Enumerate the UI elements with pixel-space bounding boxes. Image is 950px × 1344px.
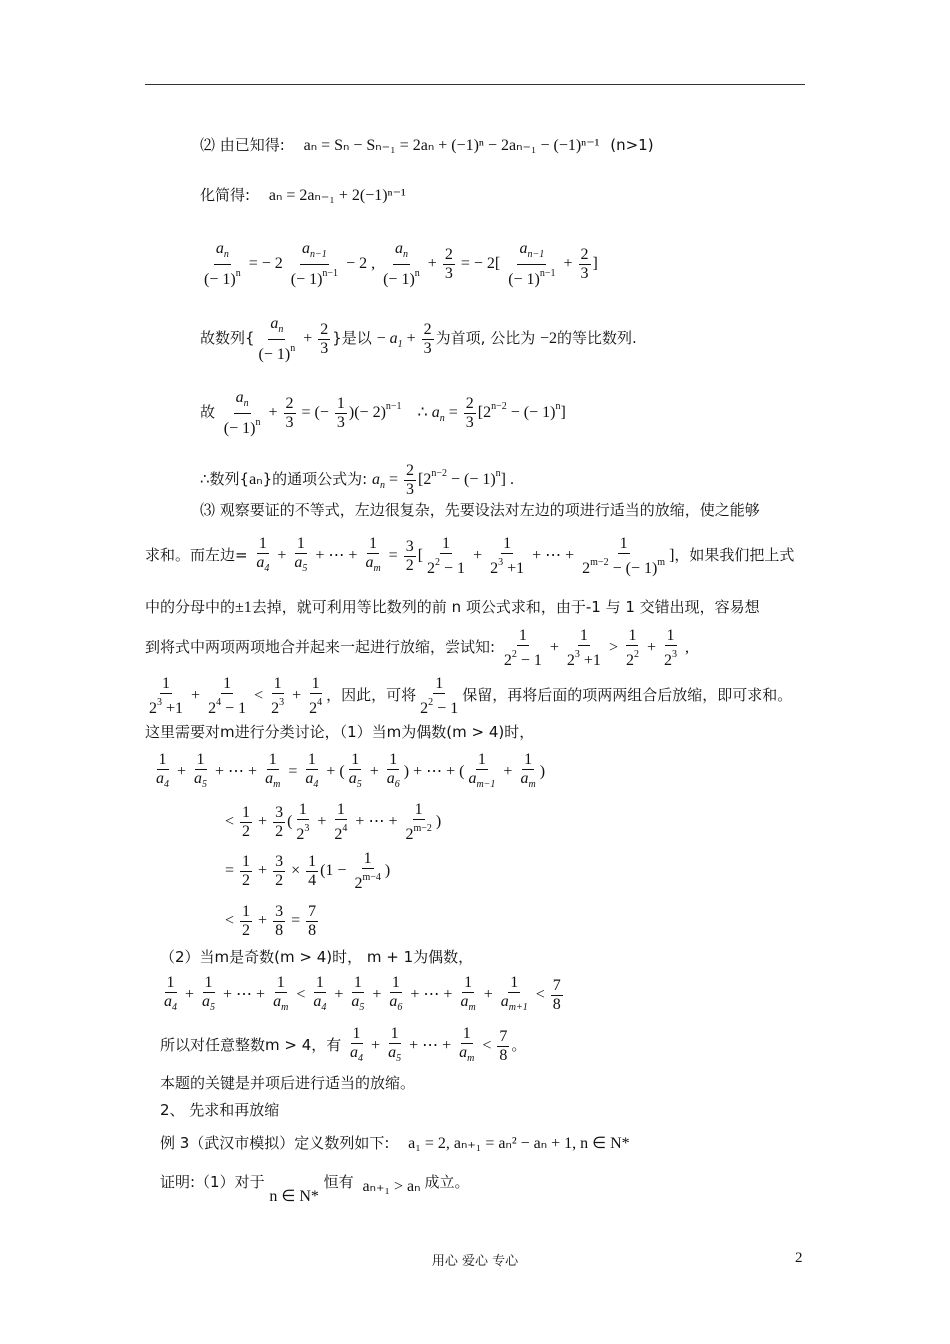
case-1-bound-2: = $\frac{1}{2}$ + $\frac{3}{2}$ × $\frac{1}{4}$ (1 − $\frac{1}{2^{m-4}}$ ) <box>225 849 391 892</box>
line9-post: 去掉，就可利用等比数列的前 n 项公式求和，由于-1 与 1 交错出现，容易想 <box>251 598 760 616</box>
proof-mid: 恒有 <box>323 1173 354 1191</box>
example3-pre: 例 3（武汉市模拟）定义数列如下: <box>160 1134 390 1152</box>
line4-mid: }是以 <box>332 329 372 348</box>
proof-inequality: aₙ₊₁ > aₙ <box>362 1178 421 1195</box>
derivation-line-8: 求和。而左边= $\frac{1}{a_4}$ + $\frac{1}{a_5}$ + ⋯ + $\frac{1}{a_m}$ = $\frac{3}{2}$ [ $\frac{1}{2^2 - 1}$ + $\frac{1}{2^3 +1}$ + ⋯ + $\frac{1}{2^{m-2} - (- 1)^m}$ ]，如果我们把上式 <box>145 534 795 577</box>
line20-pre: 所以对任意整数m > 4，有 <box>160 1036 342 1054</box>
derivation-line-3: $\frac{a_n}{(- 1)^n}$ = − 2 $\frac{a_{n-1}}{(- 1)^{n-1}}$ − 2 , $\frac{a_n}{(- 1)^n}$ + $\frac{2}{3}$ = − 2[ $\frac{a_{n-1}}{(- 1)^{n-1}}$ + $\frac{2}{3}$ ] <box>204 240 598 288</box>
derivation-line-11: $\frac{1}{2^3 +1}$ + $\frac{1}{2^4 - 1}$ < $\frac{1}{2^3}$ + $\frac{1}{2^4}$ ，因此，可将 $\frac{1}{2^2 - 1}$ 保留，再将后面的项两两组合后放缩，即可求和。 <box>149 674 793 717</box>
proof-pre: 证明:（1）对于 <box>160 1173 265 1191</box>
page-number: 2 <box>795 1250 803 1266</box>
key-point-text: 本题的关键是并项后进行适当的放缩。 <box>160 1074 416 1092</box>
line2-label: 化简得: <box>200 186 251 204</box>
line11-post: 保留，再将后面的项两两组合后放缩，即可求和。 <box>462 686 793 704</box>
case-1-bound-1: < $\frac{1}{2}$ + $\frac{3}{2}$ ( $\frac{1}{2^3}$ + $\frac{1}{2^4}$ + ⋯ + $\frac{1}{2^{m-2}}$ ) <box>225 800 442 843</box>
derivation-line-2 <box>200 185 406 206</box>
line4-ratio: −2 <box>539 330 558 348</box>
case-2-heading: （2）当m是奇数(m > 4)时， m + 1为偶数， <box>160 948 474 966</box>
section-2-heading: 2、 先求和再放缩 <box>160 1101 280 1119</box>
line1-formula: aₙ = Sₙ − Sₙ₋₁ = 2aₙ + (−1)ⁿ − 2aₙ₋₁ − (−1)ⁿ⁻¹ <box>303 137 600 154</box>
proof-line <box>160 1172 470 1205</box>
line4-pre: 故数列{ <box>200 329 255 348</box>
derivation-line-6: ∴数列{aₙ}的通项公式为: $a_n$ = $\frac{2}{3}$ [$2^{n-2}$ − (− 1)$^n$] . <box>200 461 514 498</box>
derivation-line-4: 故数列{ $\frac{a_n}{(- 1)^n}$ + $\frac{2}{3}$ }是以 − $a_1$ + $\frac{2}{3}$ 为首项, 公比为 −2的等比数列. <box>200 315 637 363</box>
example3-formula: a₁ = 2, aₙ₊₁ = aₙ² − aₙ + 1, n ∈ N* <box>408 1135 630 1152</box>
header-rule <box>145 84 805 85</box>
line8-post: ，如果我们把上式 <box>674 546 795 564</box>
derivation-line-5: 故 $\frac{a_n}{(- 1)^n}$ + $\frac{2}{3}$ = (− $\frac{1}{3}$ )(− 2)$^{n-1}$ ∴ $a_n$ = $\frac{2}{3}$ [$2^{n-2}$ − (− 1)$^n$] <box>200 388 566 437</box>
case-2-sum: $\frac{1}{a_4}$ + $\frac{1}{a_5}$ + ⋯ + $\frac{1}{a_m}$ < $\frac{1}{a_4}$ + $\frac{1}{a_5}$ + $\frac{1}{a_6}$ + ⋯ + $\frac{1}{a_m}$ + $\frac{1}{a_{m+1}}$ < $\frac{7}{8}$ <box>164 973 561 1013</box>
line1-label: ⑵ 由已知得: <box>200 136 285 154</box>
line4-post: 的等比数列. <box>557 329 637 348</box>
line2-formula: aₙ = 2aₙ₋₁ + 2(−1)ⁿ⁻¹ <box>268 187 406 204</box>
line1-condition: (n>1) <box>610 136 654 154</box>
line6-an: aₙ <box>249 471 263 488</box>
line6-pre: ∴数列{ <box>200 470 250 488</box>
page-footer: 用心 爱心 专心 <box>431 1254 519 1269</box>
line4-mid2: 为首项, 公比为 <box>435 329 536 348</box>
line10-pre: 到将式中两项两项地合并起来一起进行放缩，尝试知: <box>145 638 496 656</box>
proof-post: 成立。 <box>424 1173 470 1191</box>
line9-pre: 中的分母中的 <box>145 598 236 616</box>
line9-pm: ±1 <box>235 599 252 616</box>
line8-pre: 求和。而左边= <box>145 546 248 564</box>
line6-mid: }的通项公式为: <box>262 470 368 488</box>
derivation-line-10: 到将式中两项两项地合并起来一起进行放缩，尝试知: $\frac{1}{2^2 - 1}$ + $\frac{1}{2^3 +1}$ > $\frac{1}{2^2}$ + $\frac{1}{2^3}$ , <box>145 626 689 669</box>
case-1-bound-3: < $\frac{1}{2}$ + $\frac{3}{8}$ = $\frac{7}{8}$ <box>225 902 317 939</box>
conclusion-line: 所以对任意整数m > 4，有 $\frac{1}{a_4}$ + $\frac{1}{a_5}$ + ⋯ + $\frac{1}{a_m}$ < $\frac{7}{8}$ 。 <box>160 1024 527 1064</box>
case-1-heading: 这里需要对m进行分类讨论，（1）当m为偶数(m > 4)时， <box>145 723 535 741</box>
derivation-line-1 <box>200 135 654 156</box>
line20-post: 。 <box>511 1036 527 1054</box>
example-3-line <box>160 1133 630 1154</box>
paragraph-3-intro: ⑶ 观察要证的不等式，左边很复杂，先要设法对左边的项进行适当的放缩，使之能够 <box>200 501 760 519</box>
derivation-line-9 <box>145 597 760 618</box>
case-1-sum: $\frac{1}{a_4}$ + $\frac{1}{a_5}$ + ⋯ + $\frac{1}{a_m}$ = $\frac{1}{a_4}$ + ( $\frac{1}{a_5}$ + $\frac{1}{a_6}$ ) + ⋯ + ( $\frac{1}{a_{m-1}}$ + $\frac{1}{a_m}$ ) <box>156 750 546 790</box>
line5-pre: 故 <box>200 403 216 421</box>
line11-mid: ，因此，可将 <box>326 686 417 704</box>
proof-condition: n ∈ N* <box>269 1188 319 1205</box>
